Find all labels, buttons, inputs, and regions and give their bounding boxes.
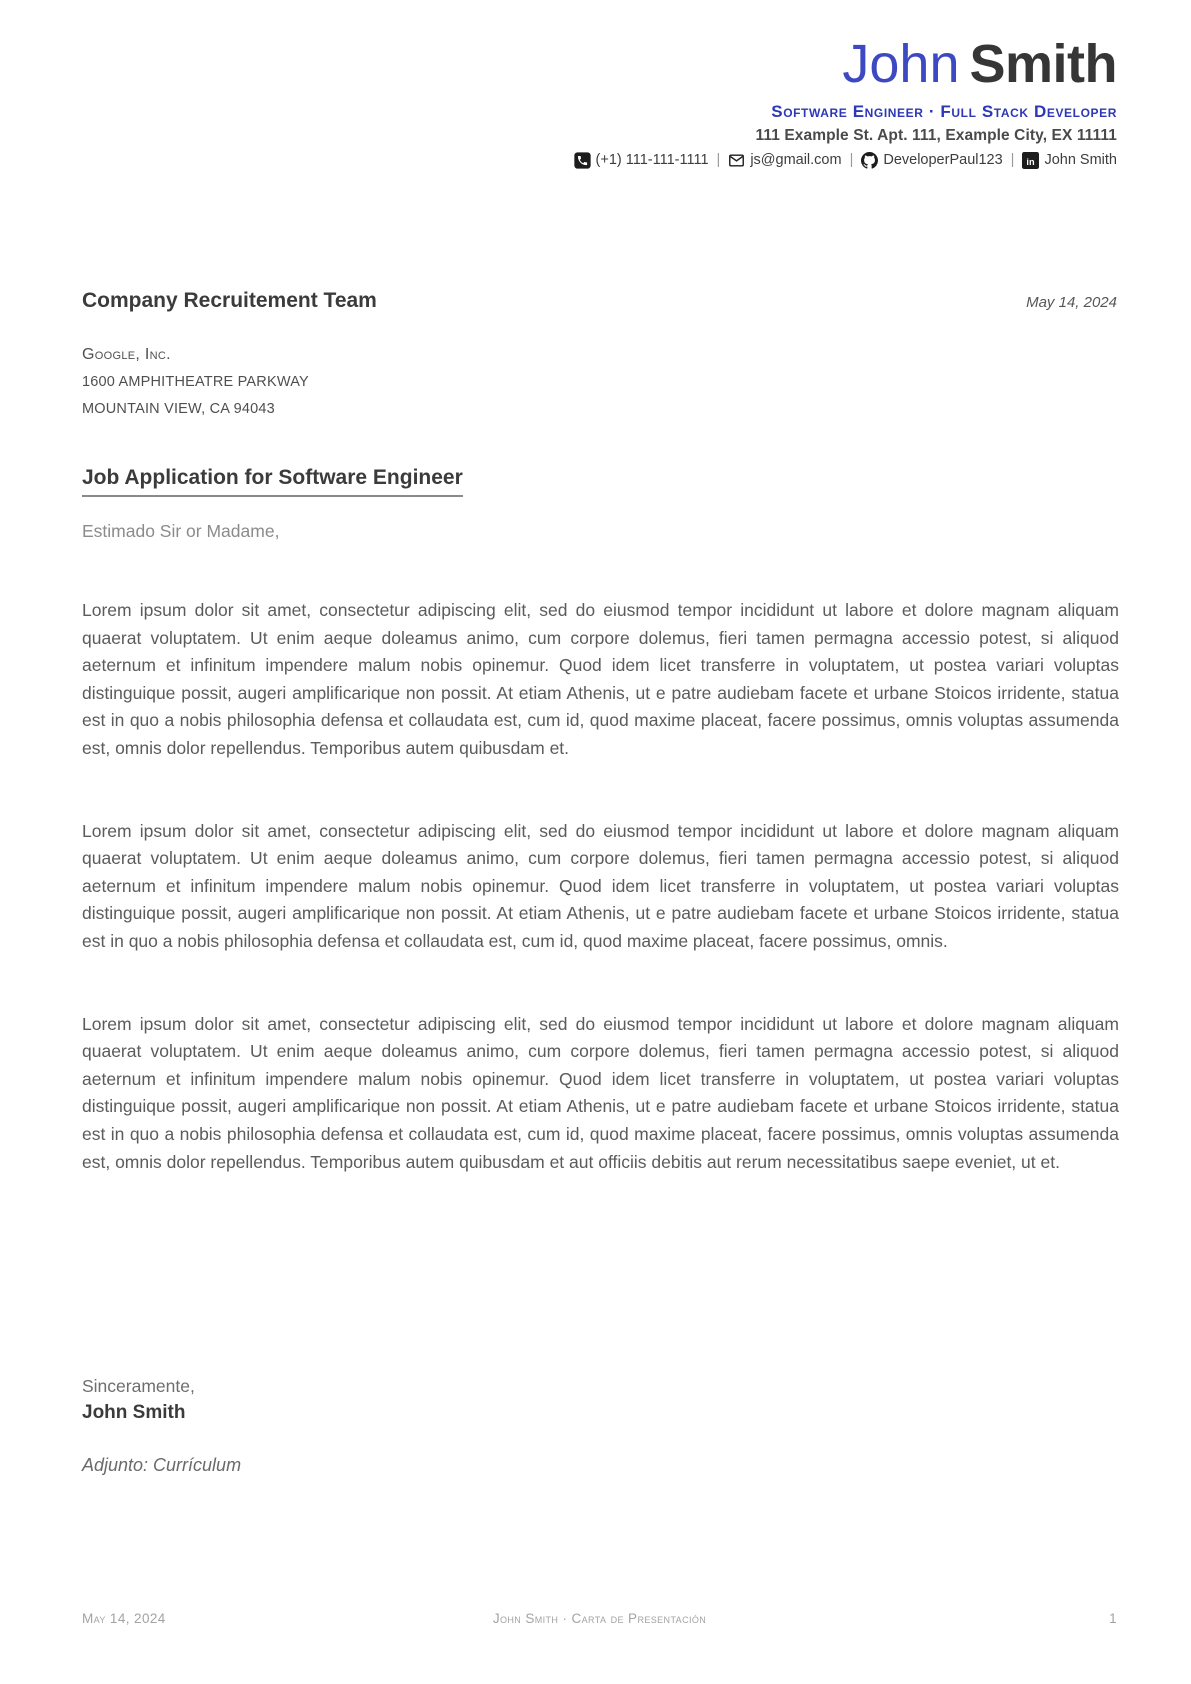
phone-number: (+1) 111-111-1111 [595,152,709,169]
svg-text:in: in [1026,156,1036,167]
signature-name: John Smith [82,1402,186,1423]
enclosure-note: Adjunto: Currículum [82,1455,242,1475]
phone-icon [574,152,591,169]
linkedin-name: John Smith [1044,152,1117,169]
recipient-city: MOUNTAIN VIEW, CA 94043 [82,401,275,417]
footer-title: John Smith · Carta de Presentación [492,1611,707,1626]
contact-separator: | [849,152,854,169]
recipient-row [82,289,1117,313]
envelope-icon [728,152,745,169]
salutation: Estimado Sir or Madame, [82,521,280,541]
letter-subject: Job Application for Software Engineer [82,466,463,497]
github-icon [861,152,878,169]
email-contact[interactable] [728,152,841,169]
email-address: js@gmail.com [750,152,842,169]
recipient-company: Google, Inc. [82,346,171,363]
job-tagline: Software Engineer · Full Stack Developer [771,101,1117,121]
paragraph-1: Lorem ipsum dolor sit amet, consectetur adipiscing elit, sed do eiusmod tempor incididunt ut labore et dolore magnam aliquam quaerat voluptatem. Ut enim aeque doleamus animo, cum corpore dolemus, fieri tamen permagna accessio potest, si aliquod aeternum et infinitum impendere malum nobis opinemur. Quod idem licet transferre in voluptatem, ut postea variari voluptas distinguique possit, augeri amplificarique non possit. At etiam Athenis, ut e patre audiebam facete et urbane Stoicos irridente, statua est in quo a nobis philosophia defensa et collaudata est, cum id, quod maxime placeat, facere possimus, omnis voluptas assumenda est, omnis dolor repellendus. Temporibus autem quibusdam et. [82,600,1119,758]
page-footer [82,1611,1117,1626]
recipient-address [82,341,309,424]
last-name: Smith [969,34,1117,94]
linkedin-icon [1022,152,1039,169]
valediction: Sinceramente, [82,1376,195,1396]
recipient-street: 1600 AMPHITHEATRE PARKWAY [82,373,309,390]
letter-body [82,597,1119,1231]
applicant-address: 111 Example St. Apt. 111, Example City, EX 11111 [755,126,1117,144]
applicant-name [85,36,1117,93]
github-contact[interactable] [861,152,1002,169]
linkedin-contact[interactable] [1022,152,1117,169]
phone-contact[interactable] [574,152,709,169]
contact-separator: | [1010,152,1015,169]
closing-block [82,1376,195,1424]
github-username: DeveloperPaul123 [883,152,1003,169]
footer-date: May 14, 2024 [82,1611,166,1626]
first-name: John [842,34,960,94]
contact-row [85,152,1117,169]
paragraph-3: Lorem ipsum dolor sit amet, consectetur adipiscing elit, sed do eiusmod tempor incididunt ut labore et dolore magnam aliquam quaerat voluptatem. Ut enim aeque doleamus animo, cum corpore dolemus, fieri tamen permagna accessio potest, si aliquod aeternum et infinitum impendere malum nobis opinemur. Quod idem licet transferre in voluptatem, ut postea variari voluptas distinguique possit, augeri amplificarique non possit. At etiam Athenis, ut e patre audiebam facete et urbane Stoicos irridente, statua est in quo a nobis philosophia defensa et collaudata est, cum id, quod maxime placeat, facere possimus, omnis voluptas assumenda est, omnis dolor repellendus. Temporibus autem quibusdam et aut officiis debitis aut rerum necessitatibus saepe eveniet, ut et. [82,1013,1119,1172]
contact-separator: | [716,152,721,169]
recipient-title: Company Recruitement Team [82,289,377,312]
paragraph-2: Lorem ipsum dolor sit amet, consectetur adipiscing elit, sed do eiusmod tempor incididunt ut labore et dolore magnam aliquam quaerat voluptatem. Ut enim aeque doleamus animo, cum corpore dolemus, fieri tamen permagna accessio potest, si aliquod aeternum et infinitum impendere malum nobis opinemur. Quod idem licet transferre in voluptatem, ut postea variari voluptas distinguique possit, augeri amplificarique non possit. At etiam Athenis, ut e patre audiebam facete et urbane Stoicos irridente, statua est in quo a nobis philosophia defensa et collaudata est, cum id, quod maxime placeat, facere possimus, omnis. [82,820,1119,951]
letter-date: May 14, 2024 [1026,294,1117,311]
footer-page-number: 1 [1109,1611,1117,1626]
letter-header [85,36,1117,169]
